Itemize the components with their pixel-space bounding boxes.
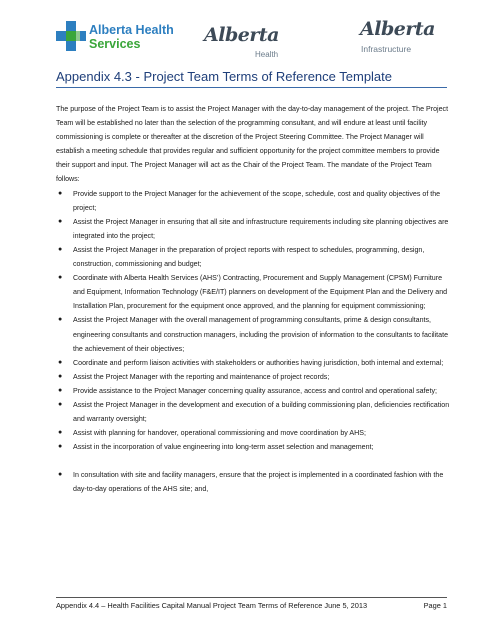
bullet-icon: ● — [58, 443, 63, 451]
bullet-icon: ● — [58, 316, 63, 324]
page-title: Appendix 4.3 - Project Team Terms of Reference Template — [56, 69, 393, 84]
bullet-icon: ● — [58, 400, 63, 408]
bullet-icon: ● — [58, 386, 63, 394]
mandate-list — [56, 187, 452, 497]
bullet-icon: ● — [58, 471, 63, 479]
list-item: ● Assist the Project Manager with the reporting and maintenance of project records; — [56, 370, 452, 384]
list-item: ● Provide support to the Project Manager for the achievement of the scope, schedule, cost and quality objectives of the project; — [56, 187, 452, 215]
alberta-health-logo — [196, 20, 279, 64]
bullet-icon: ● — [58, 245, 63, 253]
alberta-wordmark: Alberta — [204, 24, 279, 46]
document-body — [56, 102, 452, 497]
page-number: Page 1 — [423, 601, 447, 610]
bullet-icon: ● — [58, 217, 63, 225]
list-item: ● Assist the Project Manager in the preparation of project reports with respect to schedules, programming, design, construction, commissioning and budget; — [56, 243, 452, 271]
list-item: ● Provide assistance to the Project Manager concerning quality assurance, access and control and operational safety; — [56, 384, 452, 398]
list-item: ● Assist the Project Manager in the development and execution of a building commissioning plan, deficiencies rectification and warranty oversight; — [56, 398, 452, 426]
bullet-icon: ● — [58, 274, 63, 282]
bullet-icon: ● — [58, 372, 63, 380]
list-item: ● Coordinate with Alberta Health Services (AHS’) Contracting, Procurement and Supply Management (CPSM) Furniture and Equipment, Information Technology (F&E/IT) planners on development of the Equipment Plan and the Delivery and Installation Plan, procurement for the equipment once approved, and the planning for equipment commissioning; — [56, 271, 452, 313]
list-item: ● Coordinate and perform liaison activities with stakeholders or authorities having jurisdiction, both internal and external; — [56, 356, 452, 370]
alberta-infrastructure-sub: Infrastructure — [361, 44, 412, 54]
ahs-logo-line2: Services — [89, 37, 141, 51]
alberta-health-sub: Health — [255, 50, 279, 59]
bullet-icon: ● — [58, 189, 63, 197]
list-item: ● Assist with planning for handover, operational commissioning and move coordination by AHS; — [56, 426, 452, 440]
footer-text: Appendix 4.4 – Health Facilities Capital Manual Project Team Terms of Reference June 5, 2013 — [56, 601, 368, 610]
ahs-logo — [56, 18, 176, 58]
list-item: ● Assist in the incorporation of value engineering into long-term asset selection and management; — [56, 440, 452, 454]
ahs-cross-icon — [56, 21, 86, 51]
list-item: ● In consultation with site and facility managers, ensure that the project is implemented in a coordinated fashion with the day-to-day operations of the AHS site; and, — [56, 468, 452, 496]
list-item: ● Assist the Project Manager in ensuring that all site and infrastructure requirements including site planning objectives are integrated into the project; — [56, 215, 452, 243]
page-footer — [56, 601, 447, 610]
alberta-infrastructure-logo — [352, 14, 452, 58]
alberta-wordmark: Alberta — [360, 18, 435, 40]
list-item: ● Assist the Project Manager with the overall management of programming consultants, prime & design consultants, engineering consultants and construction managers, including the provision of information to the consultants to facilitate the achievement of their objectives; — [56, 313, 452, 355]
ahs-logo-line1: Alberta Health — [89, 23, 174, 37]
title-divider — [56, 87, 447, 88]
bullet-icon: ● — [58, 358, 63, 366]
bullet-icon: ● — [58, 429, 63, 437]
intro-paragraph: The purpose of the Project Team is to assist the Project Manager with the day-to-day management of the project. The Project Team will be established no later than the selection of the programming consultant, and will endure at least until facility commissioning is complete or thereafter at the discretion of the Project Steering Committee. The Project Manager will establish a meeting schedule that provides regular and sufficient opportunity for the project committee members to provide their support and input. The Project Manager will act as the Chair of the Project Team. The mandate of the Project Team follows: — [56, 105, 449, 184]
footer-divider — [56, 597, 447, 598]
